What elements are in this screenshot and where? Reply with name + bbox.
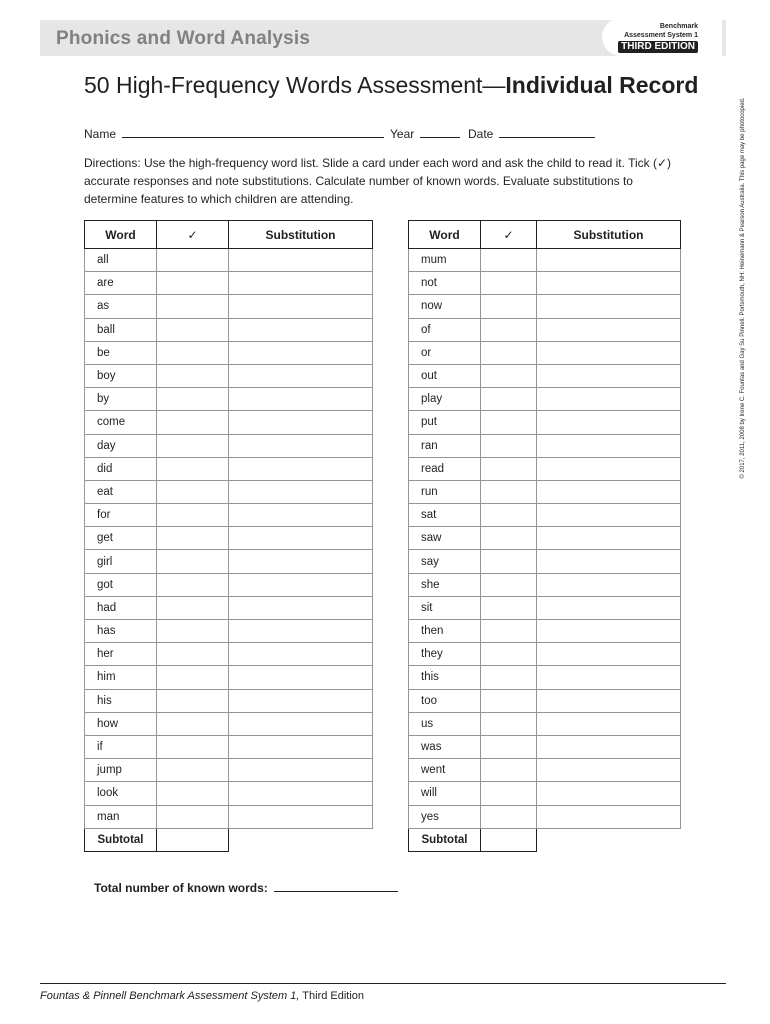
substitution-cell[interactable] bbox=[229, 341, 373, 364]
check-cell[interactable] bbox=[157, 643, 229, 666]
total-label: Total number of known words: bbox=[94, 881, 268, 895]
substitution-cell[interactable] bbox=[537, 318, 681, 341]
year-line[interactable] bbox=[420, 126, 460, 138]
name-label: Name bbox=[84, 127, 117, 141]
subtotal-row bbox=[85, 828, 373, 851]
check-cell[interactable] bbox=[481, 411, 537, 434]
word-cell: how bbox=[85, 712, 157, 735]
name-line[interactable] bbox=[122, 126, 384, 138]
word-cell: put bbox=[409, 411, 481, 434]
footer bbox=[40, 990, 364, 1002]
substitution-cell[interactable] bbox=[537, 527, 681, 550]
table-row bbox=[409, 573, 681, 596]
copyright-text: © 2017, 2011, 2008 by Irene C. Fountas and Gay Su Pinnell. Portsmouth, NH: Heinemann & Pearson Australia. This page may be photocopied. bbox=[740, 97, 746, 479]
table-row bbox=[85, 620, 373, 643]
word-cell: did bbox=[85, 457, 157, 480]
check-cell[interactable] bbox=[157, 712, 229, 735]
word-cell: run bbox=[409, 480, 481, 503]
check-cell[interactable] bbox=[481, 712, 537, 735]
table-row bbox=[409, 480, 681, 503]
date-label: Date bbox=[468, 127, 494, 141]
table-row bbox=[85, 295, 373, 318]
check-cell[interactable] bbox=[481, 504, 537, 527]
check-cell[interactable] bbox=[157, 249, 229, 272]
substitution-cell[interactable] bbox=[537, 364, 681, 387]
copyright-side-note bbox=[738, 80, 748, 500]
check-cell[interactable] bbox=[157, 550, 229, 573]
word-cell: got bbox=[85, 573, 157, 596]
word-cell: then bbox=[409, 620, 481, 643]
check-cell[interactable] bbox=[157, 759, 229, 782]
table-row bbox=[85, 573, 373, 596]
table-row bbox=[85, 318, 373, 341]
table-row bbox=[409, 620, 681, 643]
check-cell[interactable] bbox=[157, 388, 229, 411]
substitution-cell[interactable] bbox=[537, 735, 681, 758]
word-cell: play bbox=[409, 388, 481, 411]
table-row bbox=[409, 388, 681, 411]
word-cell: come bbox=[85, 411, 157, 434]
page-title bbox=[84, 72, 698, 99]
table-row bbox=[409, 805, 681, 828]
word-cell: sit bbox=[409, 596, 481, 619]
word-cell: him bbox=[85, 666, 157, 689]
table-row bbox=[409, 434, 681, 457]
word-cell: will bbox=[409, 782, 481, 805]
check-cell[interactable] bbox=[157, 689, 229, 712]
word-table-right bbox=[408, 220, 681, 852]
footer-italic: Fountas & Pinnell Benchmark Assessment System 1, bbox=[40, 990, 300, 1002]
col-word: Word bbox=[85, 221, 157, 249]
badge-edition: THIRD EDITION bbox=[618, 41, 698, 53]
table-row bbox=[409, 735, 681, 758]
check-cell[interactable] bbox=[157, 805, 229, 828]
word-cell: she bbox=[409, 573, 481, 596]
word-cell: by bbox=[85, 388, 157, 411]
substitution-cell[interactable] bbox=[537, 782, 681, 805]
table-row bbox=[85, 712, 373, 735]
substitution-cell[interactable] bbox=[229, 596, 373, 619]
check-cell[interactable] bbox=[481, 457, 537, 480]
substitution-cell[interactable] bbox=[229, 318, 373, 341]
check-cell[interactable] bbox=[157, 272, 229, 295]
check-mark-icon: ✓ bbox=[157, 221, 229, 249]
table-row bbox=[409, 550, 681, 573]
substitution-cell[interactable] bbox=[537, 249, 681, 272]
check-cell[interactable] bbox=[157, 318, 229, 341]
table-row bbox=[85, 480, 373, 503]
footer-rule bbox=[40, 983, 726, 984]
check-cell[interactable] bbox=[481, 735, 537, 758]
word-cell: man bbox=[85, 805, 157, 828]
substitution-cell[interactable] bbox=[229, 434, 373, 457]
check-cell[interactable] bbox=[481, 364, 537, 387]
total-line[interactable] bbox=[274, 880, 398, 892]
subtotal-label: Subtotal bbox=[409, 828, 481, 851]
word-cell: girl bbox=[85, 550, 157, 573]
word-cell: was bbox=[409, 735, 481, 758]
subtotal-label: Subtotal bbox=[85, 828, 157, 851]
word-cell: went bbox=[409, 759, 481, 782]
badge-line1: Benchmark bbox=[659, 23, 698, 30]
check-cell[interactable] bbox=[157, 527, 229, 550]
table-row bbox=[85, 805, 373, 828]
word-cell: had bbox=[85, 596, 157, 619]
substitution-cell[interactable] bbox=[229, 573, 373, 596]
substitution-cell[interactable] bbox=[537, 411, 681, 434]
substitution-cell[interactable] bbox=[537, 295, 681, 318]
table-row bbox=[409, 411, 681, 434]
substitution-cell[interactable] bbox=[537, 550, 681, 573]
word-cell: yes bbox=[409, 805, 481, 828]
table-row bbox=[409, 643, 681, 666]
check-cell[interactable] bbox=[481, 643, 537, 666]
substitution-cell[interactable] bbox=[229, 666, 373, 689]
check-cell[interactable] bbox=[157, 480, 229, 503]
substitution-cell[interactable] bbox=[537, 759, 681, 782]
table-row bbox=[409, 295, 681, 318]
substitution-cell[interactable] bbox=[537, 434, 681, 457]
word-cell: saw bbox=[409, 527, 481, 550]
subtotal-spacer bbox=[229, 828, 373, 851]
directions-text: Directions: Use the high-frequency word list. Slide a card under each word and ask the child to read it. Tick (✓) accurate responses and note substitutions. Calculate number of known words. Evaluate substitutions to determine features to which children are attending. bbox=[84, 156, 671, 206]
word-cell: of bbox=[409, 318, 481, 341]
check-cell[interactable] bbox=[157, 735, 229, 758]
table-row bbox=[85, 411, 373, 434]
check-cell[interactable] bbox=[157, 295, 229, 318]
word-cell: are bbox=[85, 272, 157, 295]
subtotal-spacer bbox=[537, 828, 681, 851]
table-row bbox=[85, 504, 373, 527]
table-row bbox=[85, 341, 373, 364]
table-row bbox=[85, 272, 373, 295]
word-cell: day bbox=[85, 434, 157, 457]
table-row bbox=[409, 782, 681, 805]
substitution-cell[interactable] bbox=[229, 249, 373, 272]
word-cell: eat bbox=[85, 480, 157, 503]
word-cell: read bbox=[409, 457, 481, 480]
check-cell[interactable] bbox=[481, 550, 537, 573]
substitution-cell[interactable] bbox=[537, 805, 681, 828]
substitution-cell[interactable] bbox=[229, 550, 373, 573]
date-line[interactable] bbox=[499, 126, 595, 138]
title-bold: Individual Record bbox=[505, 72, 699, 98]
substitution-cell[interactable] bbox=[229, 457, 373, 480]
table-row bbox=[409, 666, 681, 689]
check-cell[interactable] bbox=[481, 666, 537, 689]
word-cell: for bbox=[85, 504, 157, 527]
check-cell[interactable] bbox=[481, 620, 537, 643]
table-row bbox=[409, 504, 681, 527]
substitution-cell[interactable] bbox=[537, 457, 681, 480]
table-row bbox=[409, 759, 681, 782]
table-row bbox=[85, 527, 373, 550]
date-field[interactable] bbox=[468, 126, 595, 141]
substitution-cell[interactable] bbox=[229, 643, 373, 666]
table-row bbox=[85, 388, 373, 411]
word-cell: has bbox=[85, 620, 157, 643]
substitution-cell[interactable] bbox=[537, 388, 681, 411]
table-row bbox=[409, 712, 681, 735]
substitution-cell[interactable] bbox=[229, 411, 373, 434]
check-cell[interactable] bbox=[481, 689, 537, 712]
word-cell: be bbox=[85, 341, 157, 364]
badge-line2: Assessment System 1 bbox=[624, 32, 698, 39]
check-cell[interactable] bbox=[157, 666, 229, 689]
table-row bbox=[409, 249, 681, 272]
table-row bbox=[85, 643, 373, 666]
word-cell: if bbox=[85, 735, 157, 758]
table-row bbox=[409, 457, 681, 480]
word-cell: they bbox=[409, 643, 481, 666]
check-cell[interactable] bbox=[157, 411, 229, 434]
check-cell[interactable] bbox=[157, 782, 229, 805]
check-cell[interactable] bbox=[157, 620, 229, 643]
name-field[interactable] bbox=[84, 126, 384, 141]
substitution-cell[interactable] bbox=[537, 620, 681, 643]
table-row bbox=[85, 782, 373, 805]
substitution-cell[interactable] bbox=[537, 712, 681, 735]
col-substitution: Substitution bbox=[537, 221, 681, 249]
word-cell: all bbox=[85, 249, 157, 272]
check-cell[interactable] bbox=[481, 805, 537, 828]
year-label: Year bbox=[390, 127, 415, 141]
check-cell[interactable] bbox=[481, 249, 537, 272]
word-cell: ball bbox=[85, 318, 157, 341]
check-cell[interactable] bbox=[481, 759, 537, 782]
check-cell[interactable] bbox=[157, 364, 229, 387]
substitution-cell[interactable] bbox=[229, 364, 373, 387]
check-cell[interactable] bbox=[157, 434, 229, 457]
word-cell: boy bbox=[85, 364, 157, 387]
table-row bbox=[85, 666, 373, 689]
word-cell: ran bbox=[409, 434, 481, 457]
word-cell: say bbox=[409, 550, 481, 573]
table-row bbox=[85, 735, 373, 758]
word-cell: as bbox=[85, 295, 157, 318]
footer-regular: Third Edition bbox=[299, 990, 365, 1002]
substitution-cell[interactable] bbox=[229, 504, 373, 527]
table-row bbox=[409, 272, 681, 295]
substitution-cell[interactable] bbox=[537, 596, 681, 619]
substitution-cell[interactable] bbox=[229, 388, 373, 411]
word-cell: mum bbox=[409, 249, 481, 272]
table-row bbox=[409, 689, 681, 712]
table-row bbox=[409, 364, 681, 387]
subtotal-row bbox=[409, 828, 681, 851]
word-cell: this bbox=[409, 666, 481, 689]
substitution-cell[interactable] bbox=[229, 782, 373, 805]
word-cell: her bbox=[85, 643, 157, 666]
table-row bbox=[409, 341, 681, 364]
section-title: Phonics and Word Analysis bbox=[56, 28, 311, 49]
substitution-cell[interactable] bbox=[229, 295, 373, 318]
substitution-cell[interactable] bbox=[229, 480, 373, 503]
check-cell[interactable] bbox=[481, 782, 537, 805]
substitution-cell[interactable] bbox=[537, 643, 681, 666]
substitution-cell[interactable] bbox=[229, 527, 373, 550]
total-known-words[interactable] bbox=[94, 880, 398, 895]
check-cell[interactable] bbox=[157, 596, 229, 619]
check-cell[interactable] bbox=[481, 434, 537, 457]
word-cell: too bbox=[409, 689, 481, 712]
table-row bbox=[85, 596, 373, 619]
word-cell: jump bbox=[85, 759, 157, 782]
check-cell[interactable] bbox=[481, 388, 537, 411]
check-cell[interactable] bbox=[157, 573, 229, 596]
substitution-cell[interactable] bbox=[229, 759, 373, 782]
table-row bbox=[85, 689, 373, 712]
word-cell: sat bbox=[409, 504, 481, 527]
check-cell[interactable] bbox=[481, 573, 537, 596]
check-cell[interactable] bbox=[481, 480, 537, 503]
substitution-cell[interactable] bbox=[537, 573, 681, 596]
table-row bbox=[409, 527, 681, 550]
table-row bbox=[85, 550, 373, 573]
table-row bbox=[409, 318, 681, 341]
check-mark-icon: ✓ bbox=[481, 221, 537, 249]
substitution-cell[interactable] bbox=[229, 805, 373, 828]
table-row bbox=[85, 364, 373, 387]
word-cell: get bbox=[85, 527, 157, 550]
word-cell: look bbox=[85, 782, 157, 805]
substitution-cell[interactable] bbox=[537, 341, 681, 364]
substitution-cell[interactable] bbox=[229, 735, 373, 758]
table-row bbox=[409, 596, 681, 619]
table-row bbox=[85, 457, 373, 480]
subtotal-value-cell[interactable] bbox=[481, 828, 537, 851]
col-word: Word bbox=[409, 221, 481, 249]
check-cell[interactable] bbox=[481, 596, 537, 619]
word-cell: or bbox=[409, 341, 481, 364]
table-row bbox=[85, 759, 373, 782]
check-cell[interactable] bbox=[157, 504, 229, 527]
word-cell: his bbox=[85, 689, 157, 712]
table-row bbox=[85, 434, 373, 457]
substitution-cell[interactable] bbox=[229, 620, 373, 643]
check-cell[interactable] bbox=[481, 341, 537, 364]
substitution-cell[interactable] bbox=[229, 689, 373, 712]
word-cell: us bbox=[409, 712, 481, 735]
word-cell: now bbox=[409, 295, 481, 318]
substitution-cell[interactable] bbox=[537, 689, 681, 712]
check-cell[interactable] bbox=[481, 272, 537, 295]
substitution-cell[interactable] bbox=[537, 666, 681, 689]
substitution-cell[interactable] bbox=[537, 272, 681, 295]
word-cell: out bbox=[409, 364, 481, 387]
col-substitution: Substitution bbox=[229, 221, 373, 249]
substitution-cell[interactable] bbox=[229, 712, 373, 735]
check-cell[interactable] bbox=[157, 457, 229, 480]
check-cell[interactable] bbox=[481, 318, 537, 341]
word-table-left bbox=[84, 220, 373, 852]
table-row bbox=[85, 249, 373, 272]
subtotal-value-cell[interactable] bbox=[157, 828, 229, 851]
title-regular: 50 High-Frequency Words Assessment— bbox=[84, 72, 506, 98]
check-cell[interactable] bbox=[481, 527, 537, 550]
substitution-cell[interactable] bbox=[537, 480, 681, 503]
check-cell[interactable] bbox=[157, 341, 229, 364]
substitution-cell[interactable] bbox=[229, 272, 373, 295]
year-field[interactable] bbox=[390, 126, 460, 141]
check-cell[interactable] bbox=[481, 295, 537, 318]
edition-badge bbox=[602, 18, 722, 56]
substitution-cell[interactable] bbox=[537, 504, 681, 527]
word-cell: not bbox=[409, 272, 481, 295]
